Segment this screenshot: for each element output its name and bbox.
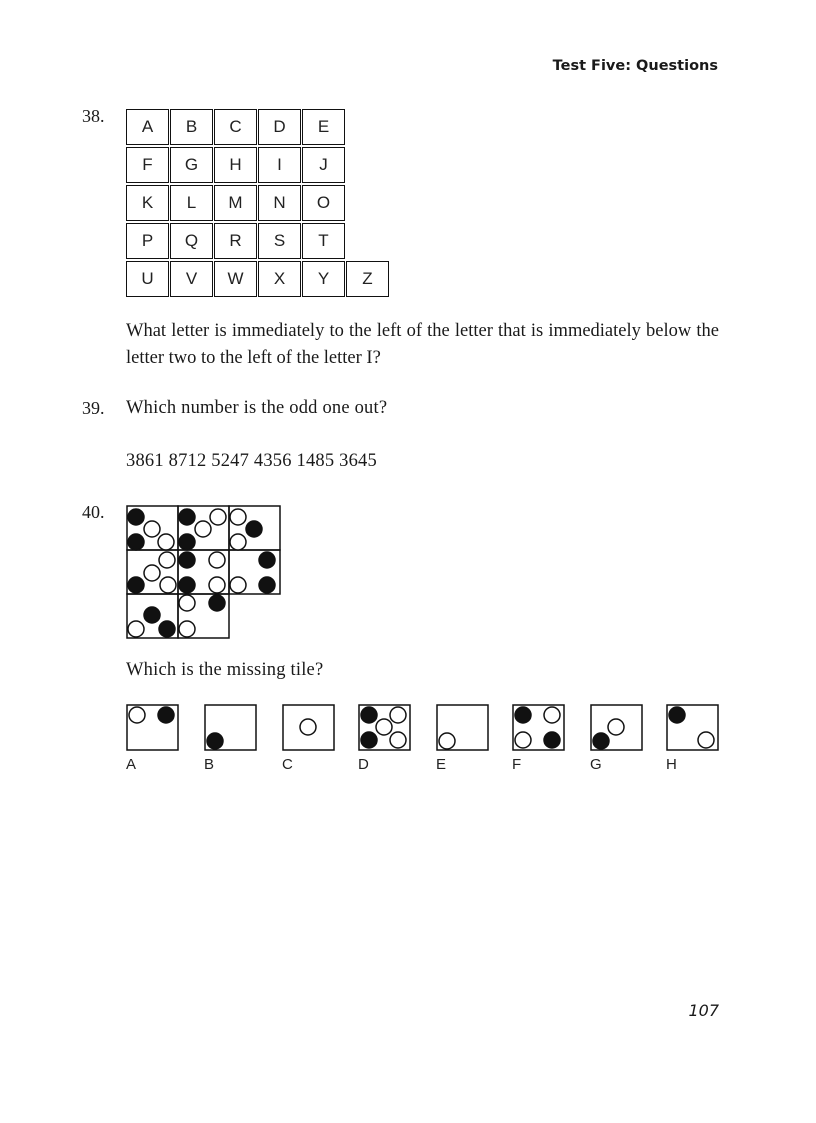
grid-cell-i: I: [258, 147, 301, 183]
question-38-number: 38.: [82, 106, 105, 126]
grid-cell-o: O: [302, 185, 345, 221]
option-e-tile: [436, 704, 490, 752]
grid-cell-m: M: [214, 185, 257, 221]
option-d-tile: [358, 704, 412, 752]
grid-cell-n: N: [258, 185, 301, 221]
grid-cell-z: Z: [346, 261, 389, 297]
grid-cell-r: R: [214, 223, 257, 259]
question-39-numbers: 3861 8712 5247 4356 1485 3645: [126, 451, 377, 471]
grid-cell-w: W: [214, 261, 257, 297]
page-number: 107: [688, 1001, 719, 1020]
option-h[interactable]: [666, 704, 718, 773]
option-f-tile: [512, 704, 566, 752]
grid-cell-c: C: [214, 109, 257, 145]
option-h-tile: [666, 704, 720, 752]
option-a-label: A: [126, 756, 137, 773]
option-g-label: G: [590, 756, 602, 773]
answer-options: [126, 704, 726, 784]
option-f-label: F: [512, 756, 522, 773]
grid-cell-v: V: [170, 261, 213, 297]
grid-cell-j: J: [302, 147, 345, 183]
option-c-label: C: [282, 756, 293, 773]
grid-cell-h: H: [214, 147, 257, 183]
option-g[interactable]: [590, 704, 642, 773]
option-a[interactable]: [126, 704, 178, 773]
option-b-label: B: [204, 756, 215, 773]
grid-cell-x: X: [258, 261, 301, 297]
grid-cell-d: D: [258, 109, 301, 145]
grid-cell-g: G: [170, 147, 213, 183]
grid-cell-k: K: [126, 185, 169, 221]
option-a-tile: [126, 704, 180, 752]
question-38-text: What letter is immediately to the left of the letter that is immediately below the letter two to the left of the letter I?: [126, 321, 719, 368]
grid-cell-p: P: [126, 223, 169, 259]
option-h-label: H: [666, 756, 677, 773]
option-g-tile: [590, 704, 644, 752]
grid-cell-f: F: [126, 147, 169, 183]
grid-cell-b: B: [170, 109, 213, 145]
option-c-tile: [282, 704, 336, 752]
running-header: Test Five: Questions: [552, 58, 718, 74]
question-39-number: 39.: [82, 398, 105, 418]
grid-cell-l: L: [170, 185, 213, 221]
option-e-label: E: [436, 756, 447, 773]
grid-cell-e: E: [302, 109, 345, 145]
tile-grid: [126, 505, 284, 645]
option-d-label: D: [358, 756, 369, 773]
question-40-text: Which is the missing tile?: [126, 660, 324, 680]
grid-cell-y: Y: [302, 261, 345, 297]
question-40-number: 40.: [82, 502, 105, 522]
option-d[interactable]: [358, 704, 410, 773]
option-f[interactable]: [512, 704, 564, 773]
option-e[interactable]: [436, 704, 488, 773]
option-c[interactable]: [282, 704, 334, 773]
grid-cell-u: U: [126, 261, 169, 297]
tile-grid-figure: [126, 505, 284, 641]
option-b[interactable]: [204, 704, 256, 773]
grid-cell-a: A: [126, 109, 169, 145]
grid-cell-q: Q: [170, 223, 213, 259]
question-39-text: Which number is the odd one out?: [126, 398, 388, 418]
option-b-tile: [204, 704, 258, 752]
grid-cell-t: T: [302, 223, 345, 259]
grid-cell-s: S: [258, 223, 301, 259]
